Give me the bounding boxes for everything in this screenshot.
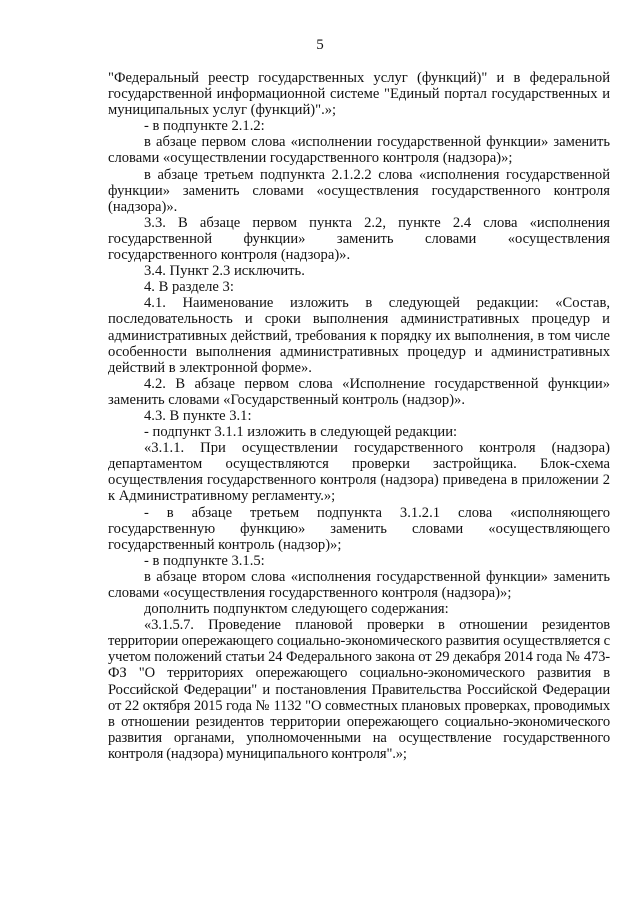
paragraph-6: 3.4. Пункт 2.3 исключить. <box>144 263 305 280</box>
paragraph-1: "Федеральный реестр государственных услуг (функций)" и в федеральной государственной информационной системе "Единый портал государственных и муниципальных услуг (функций)".»; <box>108 70 610 119</box>
paragraph-16: дополнить подпунктом следующего содержания: <box>144 601 449 618</box>
paragraph-3: в абзаце первом слова «исполнении государственной функции» заменить словами «осуществлении государственного контроля (надзора)»; <box>108 134 610 167</box>
paragraph-4: в абзаце третьем подпункта 2.1.2.2 слова «исполнения государственной функции» заменить словами «осуществления государственного контроля (надзора)». <box>108 166 610 215</box>
paragraph-5: 3.3. В абзаце первом пункта 2.2, пункте 2.4 слова «исполнения государственной функции» заменить словами «осуществления государственного контроля (надзора)». <box>108 214 610 264</box>
paragraph-2: - в подпункте 2.1.2: <box>144 118 265 135</box>
document-body <box>108 70 610 762</box>
paragraph-13: - в абзаце третьем подпункта 3.1.2.1 слова «исполняющего государственную функцию» заменить словами «осуществляющего государственный контроль (надзор)»; <box>108 504 610 553</box>
paragraph-15: в абзаце втором слова «исполнения государственной функции» заменить словами «осуществления государственного контроля (надзора)»; <box>108 568 610 601</box>
paragraph-14: - в подпункте 3.1.5: <box>144 552 265 569</box>
paragraph-8: 4.1. Наименование изложить в следующей редакции: «Состав, последовательность и сроки выполнения административных процедур и административных действий, требования к порядку их выполнения, в том числе особенности выполнения административных процедур и административных действий в электронной форме». <box>108 295 610 376</box>
paragraph-11: - подпункт 3.1.1 изложить в следующей редакции: <box>144 424 458 441</box>
paragraph-12: «3.1.1. При осуществлении государственного контроля (надзора) департаментом осуществляются проверки застройщика. Блок-схема осуществления государственного контроля (надзора) приведена в приложении 2 к Административному регламенту.»; <box>108 440 610 505</box>
paragraph-7: 4. В разделе 3: <box>144 279 234 296</box>
paragraph-17: «3.1.5.7. Проведение плановой проверки в отношении резидентов территории опережающего социально-экономического развития осуществляется с учетом положений статьи 24 Федерального закона от 29 декабря 2014 года № 473-ФЗ "О территориях опережающего социально-экономического развития в Российской Федерации" и постановления Правительства Российской Федерации от 22 октября 2015 года № 1132 "О совместных плановых проверках, проводимых в отношении резидентов территории опережающего социально-экономического развития органами, уполномоченными на осуществление государственного контроля (надзора) муниципального контроля".»; <box>108 617 610 762</box>
paragraph-10: 4.3. В пункте 3.1: <box>144 407 252 424</box>
paragraph-9: 4.2. В абзаце первом слова «Исполнение государственной функции» заменить словами «Государственный контроль (надзор)». <box>108 375 610 408</box>
page-number: 5 <box>316 37 324 53</box>
